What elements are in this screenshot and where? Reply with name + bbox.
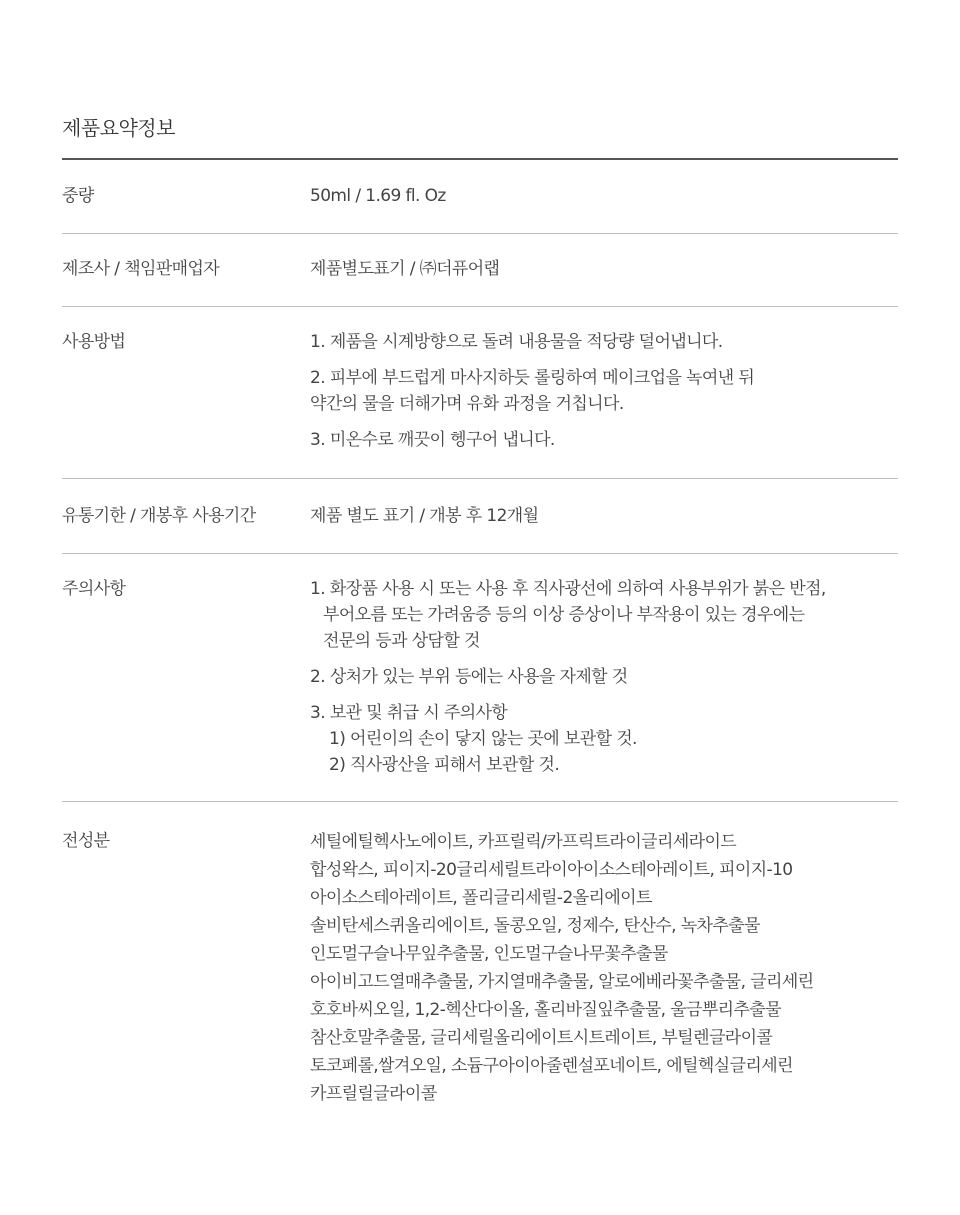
ingredients-line: 아이비고드열매추출물, 가지열매추출물, 알로에베라꽃추출물, 글리세린	[310, 972, 814, 992]
info-row-usage	[62, 307, 898, 479]
info-row-expiry	[62, 479, 898, 554]
caution-line: 1. 화장품 사용 시 또는 사용 후 직사광선에 의하여 사용부위가 붉은 반점,	[310, 579, 826, 599]
row-label: 중량	[62, 186, 94, 206]
ingredients-line: 아이소스테아레이트, 폴리글리세릴-2올리에이트	[310, 888, 652, 908]
info-row-weight	[62, 160, 898, 234]
row-label: 주의사항	[62, 579, 126, 599]
info-row-ingredients	[62, 802, 898, 1108]
row-label: 사용방법	[62, 332, 126, 352]
caution-item	[310, 664, 898, 690]
usage-step	[310, 365, 898, 417]
usage-step	[310, 329, 898, 355]
caution-subline: 1) 어린이의 손이 닿지 않는 곳에 보관할 것.	[329, 729, 637, 749]
usage-step	[310, 427, 898, 453]
caution-item	[310, 700, 898, 778]
ingredients-line: 합성왁스, 피이지-20글리세릴트라이아이소스테아레이트, 피이지-10	[310, 860, 793, 880]
row-value: 제품별도표기 / ㈜더퓨어랩	[310, 259, 500, 279]
section-title: 제품요약정보	[62, 116, 175, 140]
caution-line: 전문의 등과 상담할 것	[323, 631, 480, 651]
usage-step-line: 2. 피부에 부드럽게 마사지하듯 롤링하여 메이크업을 녹여낸 뒤	[310, 368, 755, 388]
caution-line: 부어오름 또는 가려움증 등의 이상 증상이나 부작용이 있는 경우에는	[323, 605, 805, 625]
ingredients-line: 토코페롤,쌀겨오일, 소듐구아이아줄렌설포네이트, 에틸헥실글리세린	[310, 1056, 793, 1076]
info-row-maker	[62, 234, 898, 307]
ingredients-list	[310, 828, 898, 1108]
usage-step-line: 1. 제품을 시계방향으로 돌려 내용물을 적당량 덜어냅니다.	[310, 332, 723, 352]
ingredients-line: 참산호말추출물, 글리세릴올리에이트시트레이트, 부틸렌글라이콜	[310, 1028, 773, 1048]
ingredients-line: 인도멀구슬나무잎추출물, 인도멀구슬나무꽃추출물	[310, 944, 668, 964]
ingredients-line: 카프릴릴글라이콜	[310, 1084, 437, 1104]
caution-list	[310, 576, 898, 801]
ingredients-line: 세틸에틸헥사노에이트, 카프릴릭/카프릭트라이글리세라이드	[310, 832, 737, 852]
caution-line: 3. 보관 및 취급 시 주의사항	[310, 703, 508, 723]
ingredients-line: 호호바씨오일, 1,2-헥산다이올, 홀리바질잎추출물, 울금뿌리추출물	[310, 1000, 781, 1020]
caution-line: 2. 상처가 있는 부위 등에는 사용을 자제할 것	[310, 667, 628, 687]
product-info-table	[62, 158, 898, 1108]
usage-steps	[310, 329, 898, 478]
row-label: 유통기한 / 개봉후 사용기간	[62, 506, 256, 526]
info-row-caution	[62, 554, 898, 802]
row-label: 전성분	[62, 831, 110, 851]
caution-item	[310, 576, 898, 654]
caution-subline: 2) 직사광산을 피해서 보관할 것.	[329, 755, 560, 775]
row-value: 제품 별도 표기 / 개봉 후 12개월	[310, 506, 539, 526]
usage-step-line: 3. 미온수로 깨끗이 헹구어 냅니다.	[310, 430, 555, 450]
row-label: 제조사 / 책임판매업자	[62, 259, 220, 279]
usage-step-line: 약간의 물을 더해가며 유화 과정을 거칩니다.	[310, 394, 624, 414]
row-value: 50ml / 1.69 fl. Oz	[310, 186, 446, 206]
ingredients-line: 솔비탄세스퀴올리에이트, 돌콩오일, 정제수, 탄산수, 녹차추출물	[310, 916, 760, 936]
